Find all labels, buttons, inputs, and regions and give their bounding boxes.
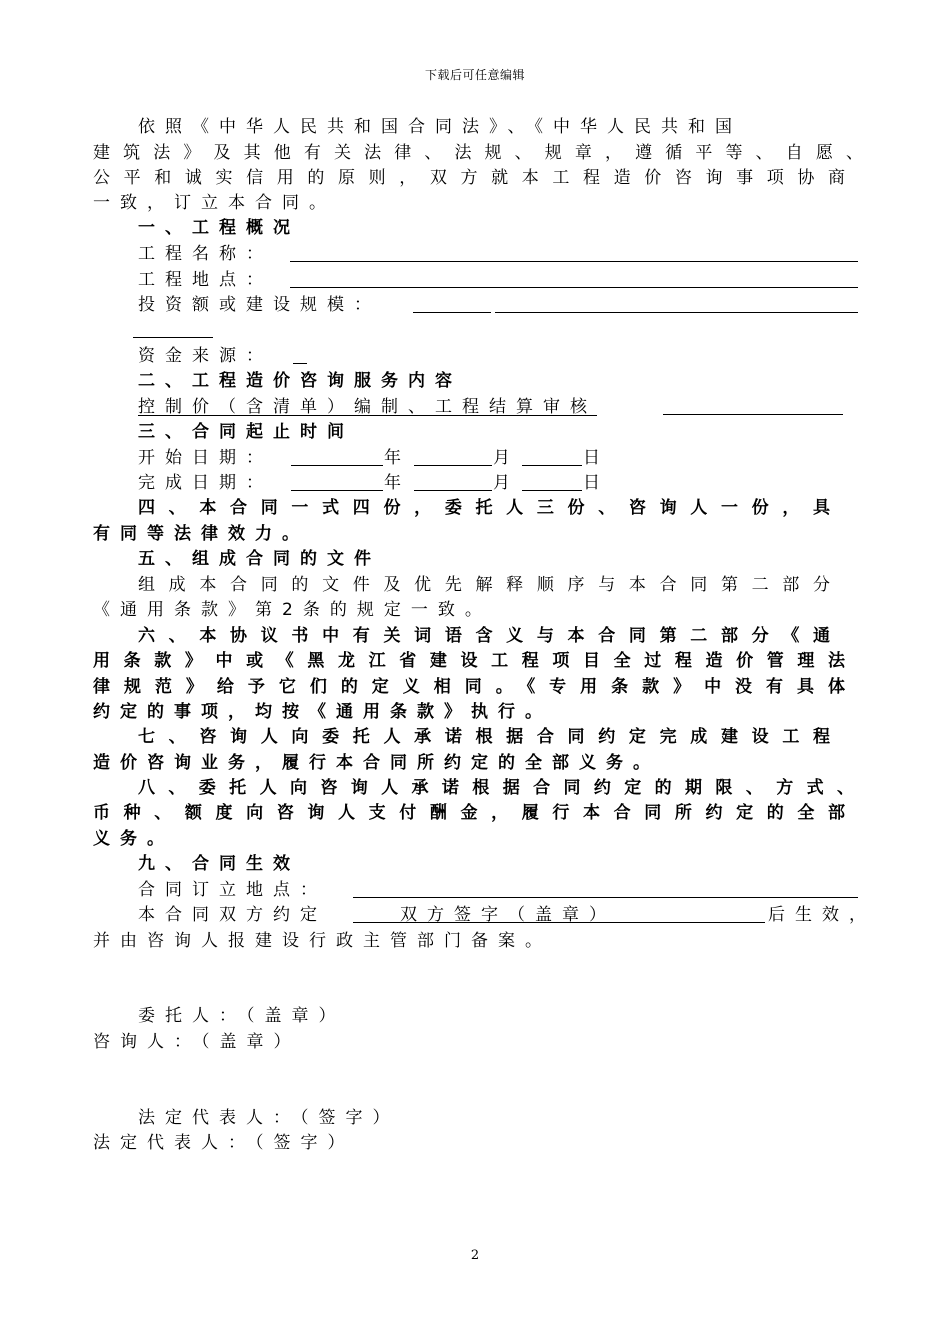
intro-line-4: 一致，订立本合同。	[93, 193, 336, 213]
section-8-line-2: 币种、额度向咨询人支付酬金，履行本合同所约定的全部	[93, 803, 845, 823]
start-year-unit: 年	[384, 448, 401, 468]
section-3-title: 三、合同起止时间	[138, 422, 354, 442]
project-name-blank	[290, 261, 858, 262]
page-header: 下载后可任意编辑	[424, 68, 525, 82]
agreement-prefix: 本合同双方约定	[138, 905, 327, 925]
section-4-line-1: 四、本合同一式四份，委托人三份、咨询人一份，具	[138, 498, 830, 518]
section-5-line-1: 组成本合同的文件及优先解释顺序与本合同第二部分	[138, 575, 830, 595]
section-6-line-2: 用条款》中或《黑龙江省建设工程项目全过程造价管理法	[93, 651, 845, 671]
service-content-blank	[663, 414, 843, 415]
project-location-blank	[290, 287, 858, 288]
fund-source-label: 资金来源：	[138, 346, 273, 366]
end-month-blank	[414, 490, 492, 491]
client-seal: 委托人：（盖章）	[138, 1006, 346, 1026]
investment-scale-blank-3	[133, 337, 213, 338]
section-9-title: 九、合同生效	[138, 854, 300, 874]
client-representative-signature: 法定代表人：（签字）	[138, 1108, 400, 1128]
start-day-blank	[522, 465, 582, 466]
end-year-blank	[291, 490, 383, 491]
investment-scale-blank-2	[495, 312, 858, 313]
start-year-blank	[291, 465, 383, 466]
section-4-line-2: 有同等法律效力。	[93, 524, 309, 544]
investment-scale-blank-1	[413, 312, 491, 313]
signing-place-label: 合同订立地点：	[138, 880, 327, 900]
section-5-title: 五、组成合同的文件	[138, 549, 381, 569]
agreement-suffix: 后生效，	[768, 905, 876, 925]
start-date-label: 开始日期：	[138, 448, 273, 468]
section-8-line-3: 义务。	[93, 829, 174, 849]
end-date-label: 完成日期：	[138, 473, 273, 493]
agreement-fill-underline	[353, 922, 765, 923]
start-day-unit: 日	[583, 448, 600, 468]
end-day-blank	[522, 490, 582, 491]
filing-line: 并由咨询人报建设行政主管部门备案。	[93, 931, 552, 951]
start-month-unit: 月	[493, 448, 510, 468]
start-month-blank	[414, 465, 492, 466]
section-1-title: 一、工程概况	[138, 218, 300, 238]
section-8-line-1: 八、委托人向咨询人承诺根据合同约定的期限、方式、	[138, 778, 854, 798]
end-year-unit: 年	[384, 473, 401, 493]
page-number: 2	[470, 1248, 480, 1263]
section-6-line-4: 约定的事项，均按《通用条款》执行。	[93, 702, 552, 722]
consultant-seal: 咨询人：（盖章）	[93, 1032, 301, 1052]
section-2-title: 二、工程造价咨询服务内容	[138, 371, 462, 391]
section-6-line-3: 律规范》给予它们的定义相同。《专用条款》中没有具体	[93, 677, 845, 697]
agreement-fill: 双方签字（盖章）	[400, 905, 616, 925]
consultant-representative-signature: 法定代表人：（签字）	[93, 1133, 355, 1153]
section-6-line-1: 六、本协议书中有关词语含义与本合同第二部分《通	[138, 626, 830, 646]
section-7-line-2: 造价咨询业务，履行本合同所约定的全部义务。	[93, 753, 660, 773]
intro-line-1: 依照《中华人民共和国合同法》、《中华人民共和国	[138, 117, 742, 137]
fund-source-blank	[293, 363, 307, 364]
intro-line-2: 建筑法》及其他有关法律、法规、规章，遵循平等、自愿、	[93, 143, 863, 163]
end-day-unit: 日	[583, 473, 600, 493]
section-7-line-1: 七、咨询人向委托人承诺根据合同约定完成建设工程	[138, 727, 830, 747]
investment-scale-label: 投资额或建设规模：	[138, 295, 381, 315]
intro-line-3: 公平和诚实信用的原则，双方就本工程造价咨询事项协商	[93, 168, 845, 188]
project-location-label: 工程地点：	[138, 270, 273, 290]
end-month-unit: 月	[493, 473, 510, 493]
signing-place-blank	[353, 897, 858, 898]
section-5-line-2: 《通用条款》第2条的规定一致。	[93, 600, 492, 620]
service-content: 控制价（含清单）编制、工程结算审核	[138, 397, 597, 417]
project-name-label: 工程名称：	[138, 244, 273, 264]
